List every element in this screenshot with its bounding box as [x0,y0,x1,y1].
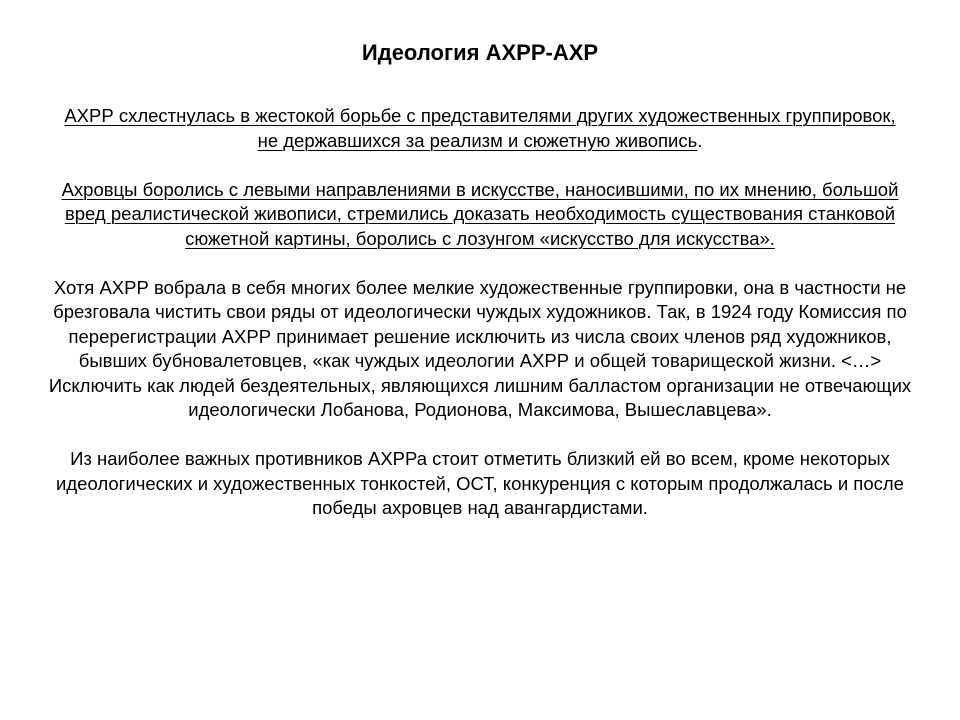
paragraph-1 [40,104,920,153]
paragraph-2 [40,178,920,252]
paragraph-1-period: . [697,129,703,151]
paragraph-1-line-2: не державшихся за реализм и сюжетную живопись [257,129,698,151]
slide-body [40,104,920,521]
slide-title: Идеология АХРР-АХР [361,40,599,65]
paragraph-3: Хотя АХРР вобрала в себя многих более мелкие художественные группировки, она в частности не брезговала чистить свои ряды от идеологически чуждых художников. Так, в 1924 году Комиссия по перерегистрации АХРР принимает решение исключить из числа своих членов ряд художников, бывших бубновалетовцев, «как чуждых идеологии АХРР и общей товарищеской жизни. <…> Исключить как людей бездеятельных, являющихся лишним балластом организации не отвечающих идеологически Лобанова, Родионова, Максимова, Вышеславцева». [48,276,912,420]
paragraph-4: Из наиболее важных противников АХРРа стоит отметить близкий ей во всем, кроме некоторых идеологических и художественных тонкостей, ОСТ, конкуренция с которым продолжалась и после победы ахровцев над авангардистами. [56,448,904,518]
paragraph-1-line-1: АХРР схлестнулась в жестокой борьбе с представителями других художественных группировок, [64,105,896,126]
paragraph-2-text: Ахровцы боролись с левыми направлениями в искусстве, наносившими, по их мнению, большой вред реалистической живописи, стремились доказать необходимость существования станковой сюжетной картины, боролись с лозунгом «искусство для искусства». [61,178,899,249]
